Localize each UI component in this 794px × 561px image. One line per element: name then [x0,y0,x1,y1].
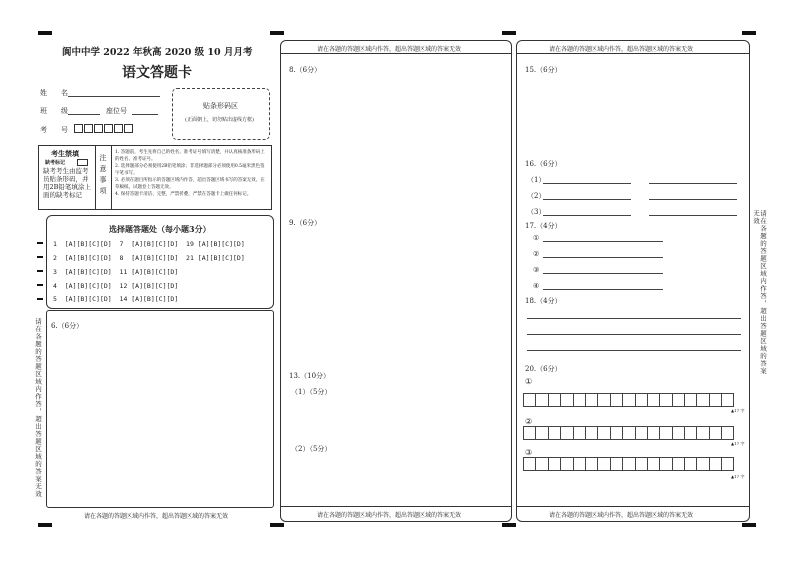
sub-label: （3） [527,208,546,216]
question-label: 17.（4分） [525,222,562,230]
sub-label: ① [533,234,540,242]
exam-title: 阆中中学 2022 年秋高 2020 级 10 月月考 [62,47,253,58]
answer-line[interactable] [543,273,663,274]
question-label: 6.（6分） [51,322,84,330]
sub-label: ④ [533,282,540,290]
sub-label: （2） [527,192,546,200]
answer-line[interactable] [527,334,741,335]
exam-no-label: 考 号 [40,126,68,134]
question-label: （2）（5分） [291,445,332,453]
side-instruction: 请在各题的答题区域内作答，超出答题区域的答案无效 [752,210,767,375]
question-label: 13.（10分） [289,372,331,380]
side-instruction: 请在各题的答题区域内作答，超出答题区域的答案无效 [34,318,42,498]
notice-item: 1. 答题前，考生先将自己的姓名、准考证号填写清楚，并认真核准条形码上的姓名、准考证号。 [115,150,265,162]
card-title: 语文答题卡 [122,65,192,81]
mc-title: 选择题答题处（每小题3分） [109,224,211,234]
word-count: ▲17 字 [731,408,745,413]
sub-label: ② [525,417,533,426]
question-label: 18.（4分） [525,297,562,305]
header-instruction: 请在各题的答题区域内作答，超出答题区域的答案无效 [549,46,694,53]
registration-mark [38,523,52,527]
answer-line[interactable] [543,241,663,242]
seat-label: 座位号 [106,107,127,115]
answer-line[interactable] [649,183,737,184]
answer-line[interactable] [543,183,631,184]
candidate-note-text: 缺考考生由监考员贴条形码，并用2B铅笔填涂上面的缺考标记 [43,167,91,199]
writing-grid[interactable] [523,426,734,440]
notice-item: 3. 必须在题目所指示的答题区域内作答，超出答题区域书写的答案无效，在草稿纸、试题卷上答题无效。 [115,178,265,190]
writing-grid[interactable] [523,393,734,407]
mc-row[interactable]: 3 [A][B][C][D] 11 [A][B][C][D] [53,268,179,276]
registration-mark [270,523,284,527]
notice-item: 2. 选择题部分必须使用2B铅笔填涂；非选择题部分必须使用0.5毫米黑色签字笔书写。 [115,164,265,176]
question-label: 16.（6分） [525,160,562,168]
mc-row[interactable]: 1 [A][B][C][D] 7 [A][B][C][D] 19 [A][B][C][D] [53,240,245,248]
question-label: 9.（6分） [289,219,322,227]
panel-middle [280,40,512,522]
question-label: 15.（6分） [525,66,562,74]
writing-grid[interactable] [523,457,734,471]
answer-line[interactable] [649,215,737,216]
answer-line[interactable] [543,257,663,258]
sub-label: ① [525,377,533,386]
missing-label: 缺考标记 [45,160,66,166]
footer-instruction: 请在各题的答题区域内作答，超出答题区域的答案无效 [549,512,694,519]
registration-mark [742,31,756,35]
answer-line[interactable] [543,215,631,216]
header-instruction: 请在各题的答题区域内作答，超出答题区域的答案无效 [317,46,462,53]
panel-right [516,40,750,522]
answer-line[interactable] [527,318,741,319]
registration-mark [38,31,52,35]
candidate-note-title: 考生禁填 [51,149,79,158]
barcode-note: (正面朝上，切勿贴出虚线方框) [185,117,254,123]
footer-instruction: 请在各题的答题区域内作答，超出答题区域的答案无效 [317,512,462,519]
answer-line[interactable] [543,289,663,290]
barcode-title: 贴条形码区 [203,102,238,110]
mc-row[interactable]: 2 [A][B][C][D] 8 [A][B][C][D] 21 [A][B][C][D] [53,254,245,262]
footer-instruction: 请在各题的答题区域内作答，超出答题区域的答案无效 [84,513,229,520]
registration-mark [270,31,284,35]
sub-label: ③ [533,266,540,274]
question-label: 8.（6分） [289,66,322,74]
sub-label: （1） [527,176,546,184]
registration-mark [502,31,516,35]
word-count: ▲17 字 [731,474,745,479]
answer-line[interactable] [527,350,741,351]
mc-row[interactable]: 4 [A][B][C][D] 12 [A][B][C][D] [53,282,179,290]
registration-mark [742,523,756,527]
sub-label: ③ [525,448,533,457]
word-count: ▲17 字 [731,441,745,446]
question-label: 20.（6分） [525,365,562,373]
notice-label: 注意事项 [99,154,107,198]
answer-line[interactable] [543,199,631,200]
question-label: （1）（5分） [291,388,332,396]
answer-line[interactable] [649,199,737,200]
mc-row[interactable]: 5 [A][B][C][D] 14 [A][B][C][D] [53,295,179,303]
class-label: 班 级 [40,107,68,115]
notice-item: 4. 保持答题卡清洁、完整，严禁折叠，严禁在答题卡上做任何标记。 [115,192,252,197]
registration-mark [502,523,516,527]
sub-label: ② [533,250,540,258]
name-label: 姓 名 [40,89,68,97]
panel-border [30,38,276,522]
